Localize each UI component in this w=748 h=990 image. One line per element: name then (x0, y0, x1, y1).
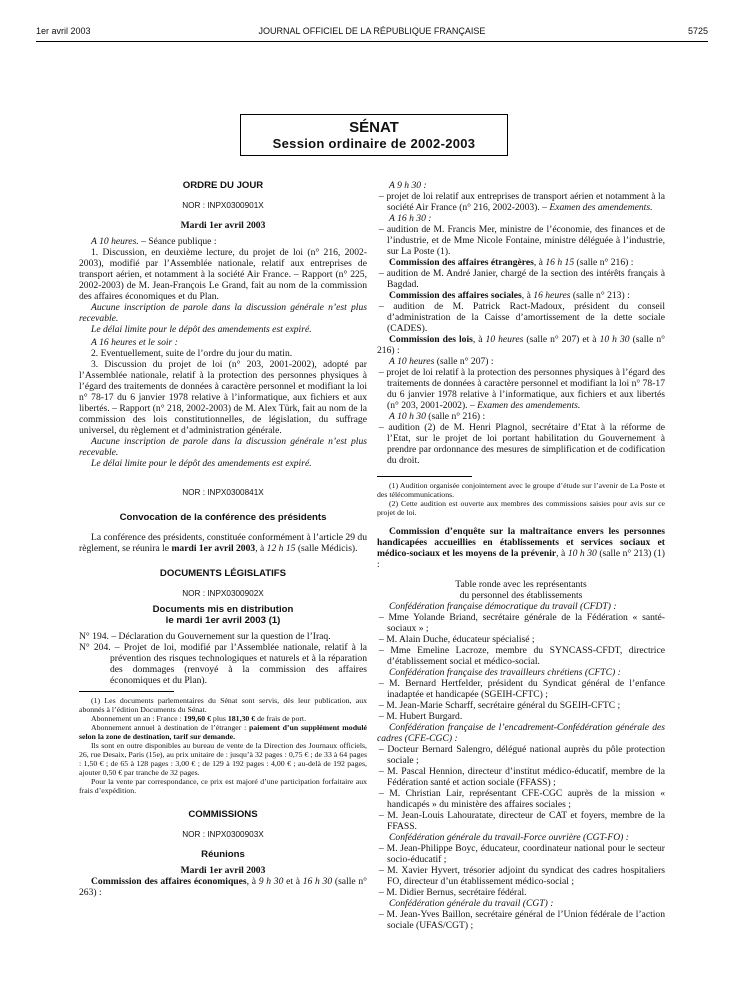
paragraph: La conférence des présidents, constituée conformément à l’article 29 du règlement, se réunira le mardi 1er avril 2003, à 12 h 15 (salle Médicis). (79, 532, 367, 554)
right-column (377, 180, 665, 931)
header-rule (36, 41, 708, 42)
session-subtitle: Session ordinaire de 2002-2003 (272, 136, 476, 151)
organisation-heading: Confédération générale du travail-Force ouvrière (CGT-FO) : (389, 832, 629, 843)
agenda-item: – projet de loi relatif aux entreprises de transport aérien et notamment à la société Air France (n° 216, 2002-2003). – Examen des amendements. (379, 191, 665, 213)
page-header (36, 26, 708, 38)
agenda-item: – audition de M. Patrick Ract-Madoux, président du conseil d’administration de la Caisse d’amortissement de la dette sociale (CADES). (379, 301, 665, 334)
left-column (79, 180, 367, 898)
senat-title: SÉNAT (349, 119, 399, 136)
meeting-date: Mardi 1er avril 2003 (180, 865, 266, 876)
participant-item: – M. Jean-Marie Scharff, secrétaire général du SGEIH-CFTC ; (379, 700, 621, 711)
paragraph: Commission des affaires sociales, à 16 heures (salle n° 213) : (389, 290, 630, 301)
footnote: (1) Les documents parlementaires du Sénat sont servis, dès leur publication, aux abonnés à l’édition Documents du Sénat. (79, 696, 367, 714)
paragraph: Commission des affaires étrangères, à 16 h 15 (salle n° 216) : (389, 257, 634, 268)
participant-item: – M. Jean-Yves Baillon, secrétaire général de l’Union fédérale de l’action sociale (UFAS/CGT) ; (379, 909, 665, 931)
participant-item: – Mme Emeline Lacroze, membre du SYNCASS-CFDT, directrice d’établissement social et médico-social. (379, 645, 665, 667)
header-page-number: 5725 (687, 26, 708, 36)
footnote: (2) Cette audition est ouverte aux membres des commissions saisies pour avis sur ce projet de loi. (377, 499, 665, 517)
footnote: Abonnement un an : France : 199,60 € plus 181,30 € de frais de port. (91, 714, 307, 723)
paragraph: Commission des lois, à 10 heures (salle n° 207) et à 10 h 30 (salle n° 216) : (377, 334, 665, 356)
senat-title-box (240, 114, 508, 156)
document-item: N° 204. – Projet de loi, modifié par l’Assemblée nationale, relatif à la prévention des risques technologiques et naturels et à la réparation des dommages (renvoyé à la commission des affaires économiques et du Plan). (79, 642, 367, 686)
paragraph: A 10 h 30 (salle n° 216) : (389, 411, 486, 422)
footnote: (1) Audition organisée conjointement avec le groupe d’étude sur l’avenir de La Poste et des télécommunications. (377, 481, 665, 499)
paragraph: A 16 heures et le soir : (91, 337, 178, 348)
organisation-heading: Confédération française des travailleurs chrétiens (CFTC) : (389, 667, 621, 678)
agenda-item: – audition de M. André Janier, chargé de la section des intérêts français à Bagdad. (379, 268, 665, 290)
header-date: 1er avril 2003 (36, 26, 91, 36)
ordre-date: Mardi 1er avril 2003 (180, 220, 266, 231)
footnote: Ils sont en outre disponibles au bureau de vente de la Direction des Journaux officiels, 26, rue Desaix, Paris (15e), au prix unitaire de : jusqu’à 32 pages : 0,75 € ; de 33 à 64 pages : 1,50 € ; de 65 à 128 pages : 3,00 € ; de 129 à 192 pages : 4,00 € ; au-delà de 192 pages, ajouter 0,50 € par tranche de 32 pages. (79, 741, 367, 777)
paragraph: 1. Discussion, en deuxième lecture, du projet de loi (n° 216, 2002-2003), modifié par l’Assemblée nationale, relatif aux entreprises de transport aérien, et notamment à la société Air France. – Rapport (n° 225, 2002-2003) de M. Jean-François Le Grand, fait au nom de la commission des affaires économiques et du Plan. (79, 247, 367, 302)
organisation-heading: Confédération générale du travail (CGT) : (389, 898, 554, 909)
document-item: N° 194. – Déclaration du Gouvernement sur la question de l’Iraq. (79, 631, 331, 642)
paragraph: Commission d’enquête sur la maltraitance envers les personnes handicapées accueillies en établissements et services sociaux et médico-sociaux et les moyens de la prévenir, à 10 h 30 (salle n° 213) (1) : (377, 526, 665, 570)
footnote-separator (377, 476, 472, 477)
paragraph: A 10 heures. – Séance publique : (91, 236, 217, 247)
agenda-item: – audition de M. Francis Mer, ministre de l’économie, des finances et de l’industrie, et de Mme Nicole Fontaine, ministre déléguée à l’industrie, sur La Poste (1). (379, 224, 665, 257)
nor-reference: NOR : INPX0300902X (182, 589, 264, 598)
agenda-item: – audition (2) de M. Henri Plagnol, secrétaire d’Etat à la réforme de l’Etat, sur le projet de loi portant habilitation du Gouvernement à prendre par ordonnance des mesures de simplification et de codification du droit. (379, 422, 665, 466)
participant-item: – M. Pascal Hennion, directeur d’institut médico-éducatif, membre de la Fédération santé et action sociale (FFASS) ; (379, 766, 665, 788)
participant-item: – Mme Yolande Briand, secrétaire générale de la Fédération « santé-sociaux » ; (379, 612, 665, 634)
paragraph: Aucune inscription de parole dans la discussion générale n’est plus recevable. (79, 302, 367, 324)
agenda-item: – projet de loi relatif à la protection des personnes physiques à l’égard des traitements de données à caractère personnel et modifiant la loi n° 78-17 du 6 janvier 1978 relative à l’informatique, aux fichiers et aux libertés (n° 203, 2001-2002). – Examen des amendements. (379, 367, 665, 411)
participant-item: – M. Bernard Hertfelder, président du Syndicat général de l’enfance inadaptée et handicapée (SGEIH-CFTC) ; (379, 678, 665, 700)
nor-reference: NOR : INPX0300901X (182, 201, 264, 210)
participant-item: – M. Hubert Burgard. (379, 711, 463, 722)
footnote: Pour la vente par correspondance, ce prix est majoré d’une participation forfaitaire aux frais d’expédition. (79, 777, 367, 795)
nor-reference: NOR : INPX0300903X (182, 830, 264, 839)
paragraph: Commission des affaires économiques, à 9 h 30 et à 16 h 30 (salle n° 263) : (79, 876, 368, 898)
participant-item: – M. Alain Duche, éducateur spécialisé ; (379, 634, 535, 645)
paragraph: 3. Discussion du projet de loi (n° 203, 2001-2002), adopté par l’Assemblée nationale, relatif à la protection des personnes physiques à l’égard des traitements de données à caractère personnel et modifiant la loi n° 78-17 du 6 janvier 1978 relative à l’informatique, aux fichiers et aux libertés. – Rapport (n° 218, 2002-2003) de M. Alex Türk, fait au nom de la commission des lois constitutionnelles, de législation, du suffrage universel, du règlement et d’administration générale. (79, 359, 367, 436)
participant-item: – M. Jean-Louis Lahouratate, directeur de CAT et foyers, membre de la FFASS. (379, 810, 665, 832)
organisation-heading: Confédération française démocratique du travail (CFDT) : (389, 601, 617, 612)
section-subheading: le mardi 1er avril 2003 (1) (165, 615, 281, 626)
organisation-heading: Confédération française de l’encadrement-Confédération générale des cadres (CFE-CGC) : (377, 722, 665, 744)
section-subheading: Documents mis en distribution (152, 604, 294, 615)
table-ronde-title: Table ronde avec les représentants (455, 579, 587, 590)
participant-item: – Docteur Bernard Salengro, délégué national auprès du pôle protection sociale ; (379, 744, 665, 766)
participant-item: – M. Jean-Philippe Boyc, éducateur, coordinateur national pour le secteur socio-éducatif ; (379, 843, 665, 865)
section-subheading: Réunions (201, 849, 245, 860)
footnote-separator (79, 691, 174, 692)
participant-item: – M. Xavier Hyvert, trésorier adjoint du syndicat des cadres hospitaliers FO, directeur d’un établissement médico-social ; (379, 865, 665, 887)
paragraph: Aucune inscription de parole dans la discussion générale n’est plus recevable. (79, 436, 367, 458)
participant-item: – M. Christian Lair, représentant CFE-CGC auprès de la mission « handicapés » du ministère des affaires sociales ; (379, 788, 665, 810)
paragraph: Le délai limite pour le dépôt des amendements est expiré. (91, 458, 312, 469)
participant-item: – M. Didier Bernus, secrétaire fédéral. (379, 887, 527, 898)
section-heading: DOCUMENTS LÉGISLATIFS (159, 568, 287, 579)
header-journal-title: JOURNAL OFFICIEL DE LA RÉPUBLIQUE FRANÇAISE (258, 26, 486, 36)
nor-reference: NOR : INPX0300841X (182, 488, 264, 497)
paragraph: A 10 heures (salle n° 207) : (389, 356, 494, 367)
paragraph: 2. Eventuellement, suite de l’ordre du jour du matin. (91, 348, 293, 359)
section-heading: COMMISSIONS (188, 809, 258, 820)
footnote: Abonnement annuel à destination de l’étranger : paiement d’un supplément modulé selon la zone de destination, tarif sur demande. (79, 723, 367, 741)
section-heading: Convocation de la conférence des présidents (119, 512, 327, 523)
paragraph: A 9 h 30 : (389, 180, 427, 191)
table-ronde-subtitle: du personnel des établissements (459, 590, 583, 601)
paragraph: Le délai limite pour le dépôt des amendements est expiré. (91, 324, 312, 335)
paragraph: A 16 h 30 : (389, 213, 432, 224)
ordre-du-jour-heading: ORDRE DU JOUR (182, 180, 264, 191)
